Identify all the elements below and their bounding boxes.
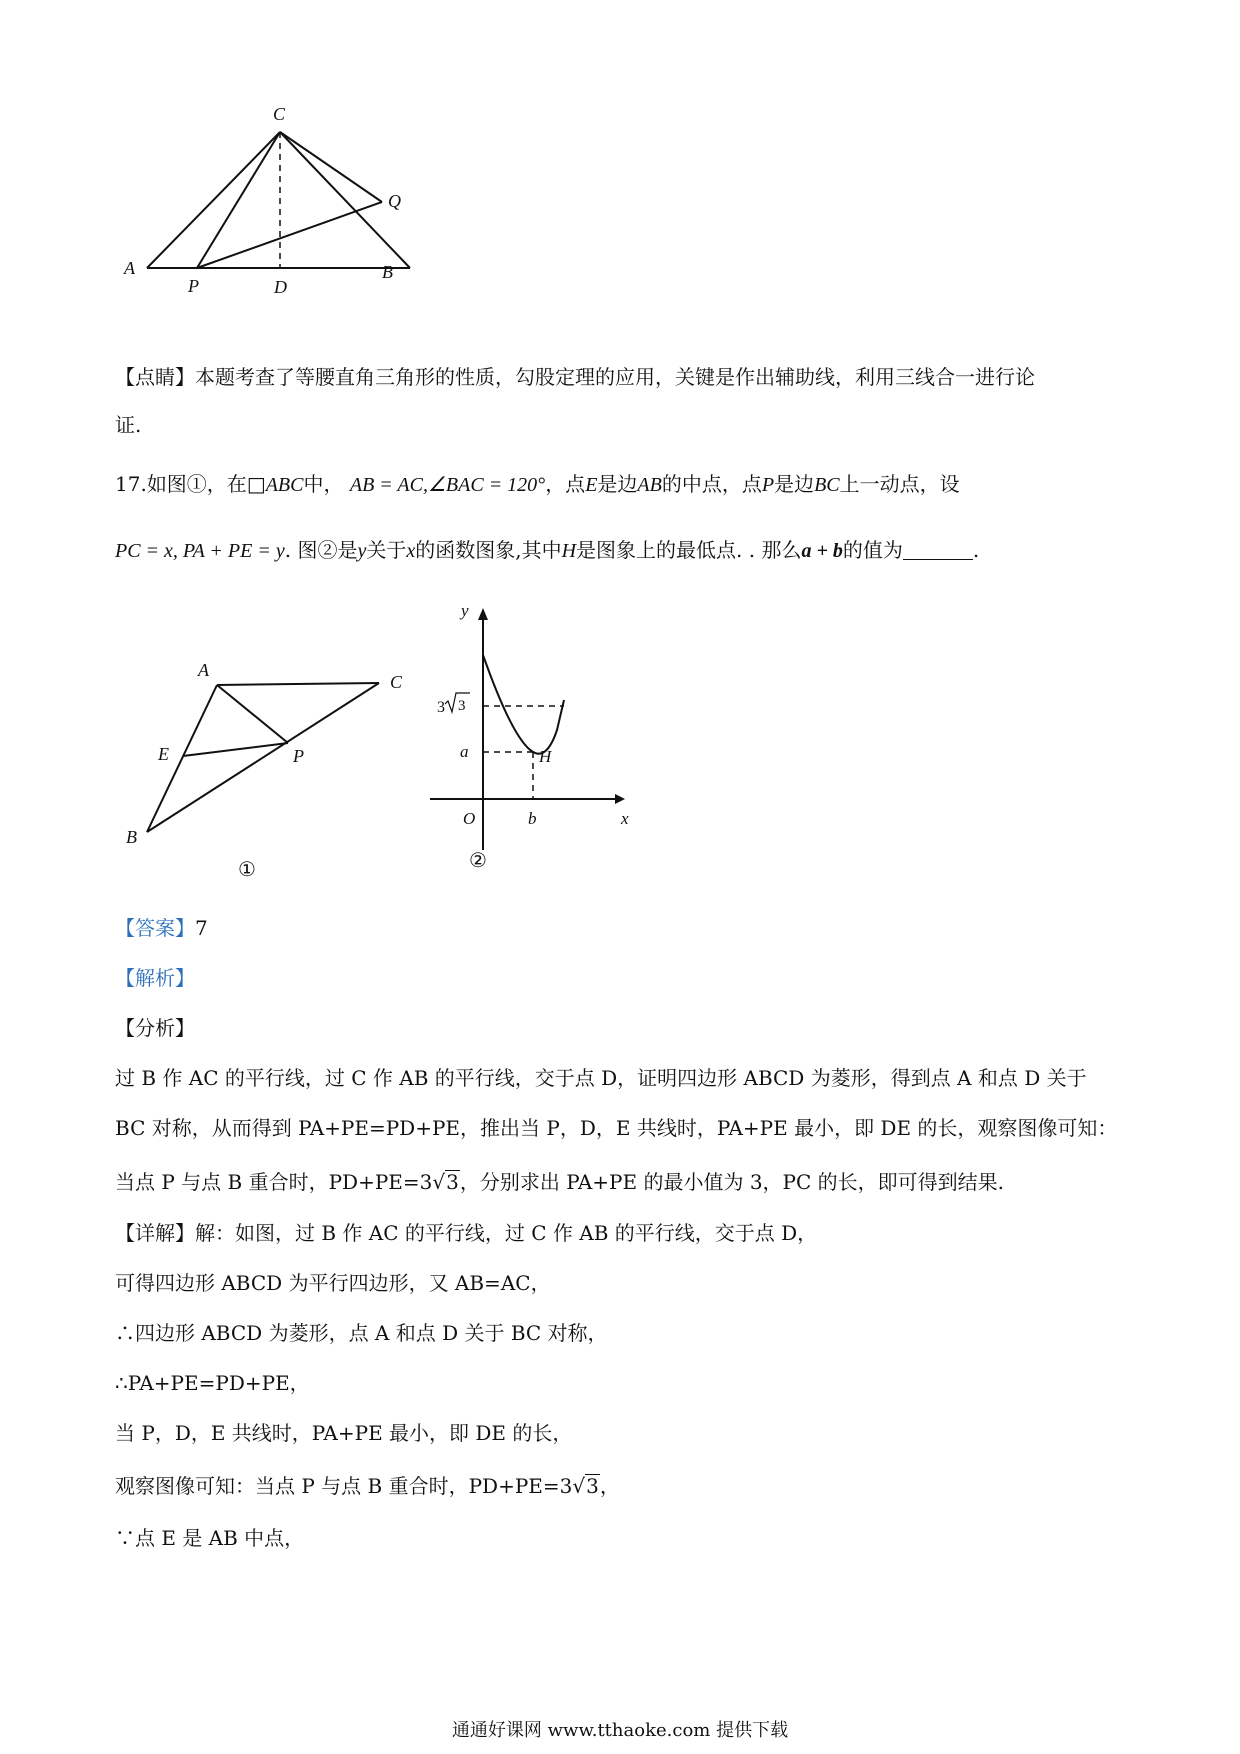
x-axis-arrow-icon <box>615 794 625 804</box>
detail-text: 可得四边形 ABCD 为平行四边形，又 AB=AC， <box>115 1271 551 1295</box>
fig1-label-A: A <box>198 660 209 680</box>
fig1-label-E: E <box>158 744 169 764</box>
question-text: 如图①，在 <box>146 472 247 496</box>
fig2-tick-coef: 3 <box>437 699 445 716</box>
triangle-symbol: □ <box>246 472 266 496</box>
fenxi-tag: 【分析】 <box>115 1016 195 1040</box>
question-text: 关于 <box>366 538 407 562</box>
sqrt-radicand: 3 <box>446 1170 459 1194</box>
answer-blank <box>903 539 973 560</box>
label-A: A <box>124 258 135 278</box>
answer-value: 7 <box>195 916 208 940</box>
question-text: . 图②是 <box>284 538 358 562</box>
question-text: 上一动点，设 <box>839 472 960 496</box>
fenxi-text: ，分别求出 PA+PE 的最小值为 3，PC 的长，即可得到结果. <box>459 1170 1005 1194</box>
question-text: 的中点，点 <box>661 472 762 496</box>
detail-text: ， <box>599 1474 620 1498</box>
sqrt-coef: 3 <box>559 1474 573 1498</box>
label-B: B <box>382 262 393 282</box>
fenxi-heading <box>115 1013 195 1043</box>
triangle-figure-top <box>110 100 470 330</box>
detail-text: 解：如图，过 B 作 AC 的平行线，过 C 作 AB 的平行线，交于点 D， <box>195 1221 818 1245</box>
detail-line-7 <box>115 1523 304 1553</box>
answer-tag: 【答案】 <box>115 916 195 940</box>
label-C: C <box>273 104 286 124</box>
comment-text: 本题考查了等腰直角三角形的性质，勾股定理的应用，关键是作出辅助线，利用三线合一进行论 <box>195 365 1035 389</box>
figure-1-triangle <box>110 640 420 890</box>
label-D: D <box>274 277 287 297</box>
math-a-plus-b: a + b <box>801 540 843 562</box>
question-text: 的值为 <box>842 538 903 562</box>
analysis-line <box>115 963 195 993</box>
detail-tag: 【详解】 <box>115 1221 195 1245</box>
question-text: 的函数图象,其中 <box>415 538 562 562</box>
detail-line-4 <box>115 1368 310 1398</box>
fenxi-text: 过 B 作 AC 的平行线，过 C 作 AB 的平行线，交于点 D，证明四边形 ABCD 为菱形，得到点 A 和点 D 关于 <box>115 1066 1087 1090</box>
fig1-caption: ① <box>238 859 256 881</box>
question-text: . <box>972 538 980 562</box>
comment-line-2 <box>115 410 141 440</box>
math-condition: AB = AC,∠BAC = 120° <box>349 474 546 496</box>
fig1-label-C: C <box>390 672 403 692</box>
question-text: 是边 <box>597 472 638 496</box>
fenxi-line-3: 当点 P 与点 B 重合时，PD+PE=3√3，分别求出 PA+PE 的最小值为 3，PC 的长，即可得到结果. <box>115 1170 1005 1194</box>
fig2-label-b: b <box>528 809 537 828</box>
figure-2-graph <box>425 600 645 890</box>
fig1-label-P: P <box>293 746 304 766</box>
math-P: P <box>761 474 775 496</box>
label-Q: Q <box>388 191 401 211</box>
math-x: x <box>406 540 416 562</box>
detail-line-3 <box>115 1318 608 1348</box>
detail-line-1 <box>115 1218 817 1248</box>
question-number: 17. <box>115 472 147 496</box>
math-y: y <box>357 540 367 562</box>
fig2-label-H: H <box>539 747 552 766</box>
fig2-label-y: y <box>461 601 469 620</box>
comment-text-end: 证. <box>115 413 142 437</box>
question-text: 是边 <box>774 472 815 496</box>
detail-line-2 <box>115 1268 551 1298</box>
fenxi-text: BC 对称，从而得到 PA+PE=PD+PE，推出当 P，D，E 共线时，PA+PE 最小，即 DE 的长，观察图像可知： <box>115 1116 1118 1140</box>
fig1-label-B: B <box>126 827 137 847</box>
comment-tag: 【点睛】 <box>115 365 195 389</box>
fig2-caption: ② <box>469 850 487 872</box>
y-axis-arrow-icon <box>478 608 488 620</box>
detail-text: ∴PA+PE=PD+PE， <box>115 1371 310 1395</box>
fenxi-line-1 <box>115 1063 1087 1093</box>
question-line-2 <box>115 535 979 566</box>
fenxi-line-2 <box>115 1113 1117 1143</box>
fig2-label-O: O <box>463 809 476 828</box>
detail-text: ∵点 E 是 AB 中点， <box>115 1526 305 1550</box>
label-P: P <box>188 276 199 296</box>
sqrt-coef: 3 <box>419 1170 433 1194</box>
question-text: 中， <box>303 472 344 496</box>
fig2-label-a: a <box>460 742 469 761</box>
sqrt-radicand: 3 <box>586 1474 599 1498</box>
fenxi-text: 当点 P 与点 B 重合时，PD+PE= <box>115 1170 420 1194</box>
question-text: ，点 <box>545 472 586 496</box>
math-formula: PC = x, PA + PE = y <box>115 540 285 562</box>
answer-line <box>115 913 208 943</box>
math-H: H <box>561 540 577 562</box>
footer-text: 通通好课网 www.tthaoke.com 提供下载 <box>451 1720 789 1741</box>
page-footer <box>0 1716 1240 1742</box>
fig2-label-x: x <box>621 809 629 828</box>
detail-line-6: 观察图像可知：当点 P 与点 B 重合时，PD+PE=3√3， <box>115 1474 620 1498</box>
fig2-tick-rad: 3 <box>458 698 466 714</box>
detail-text: ∴四边形 ABCD 为菱形，点 A 和点 D 关于 BC 对称， <box>115 1321 608 1345</box>
question-text: 是图象上的最低点. . 那么 <box>576 538 802 562</box>
analysis-tag: 【解析】 <box>115 966 195 990</box>
math-triangle: ABC <box>265 474 304 496</box>
question-line-1 <box>115 469 960 500</box>
math-BC: BC <box>814 474 840 496</box>
detail-text: 观察图像可知：当点 P 与点 B 重合时，PD+PE= <box>115 1474 560 1498</box>
detail-text: 当 P，D，E 共线时，PA+PE 最小，即 DE 的长， <box>115 1421 573 1445</box>
math-E: E <box>585 474 598 496</box>
math-AB: AB <box>637 474 662 496</box>
comment-line-1 <box>115 362 1035 392</box>
detail-line-5 <box>115 1418 572 1448</box>
